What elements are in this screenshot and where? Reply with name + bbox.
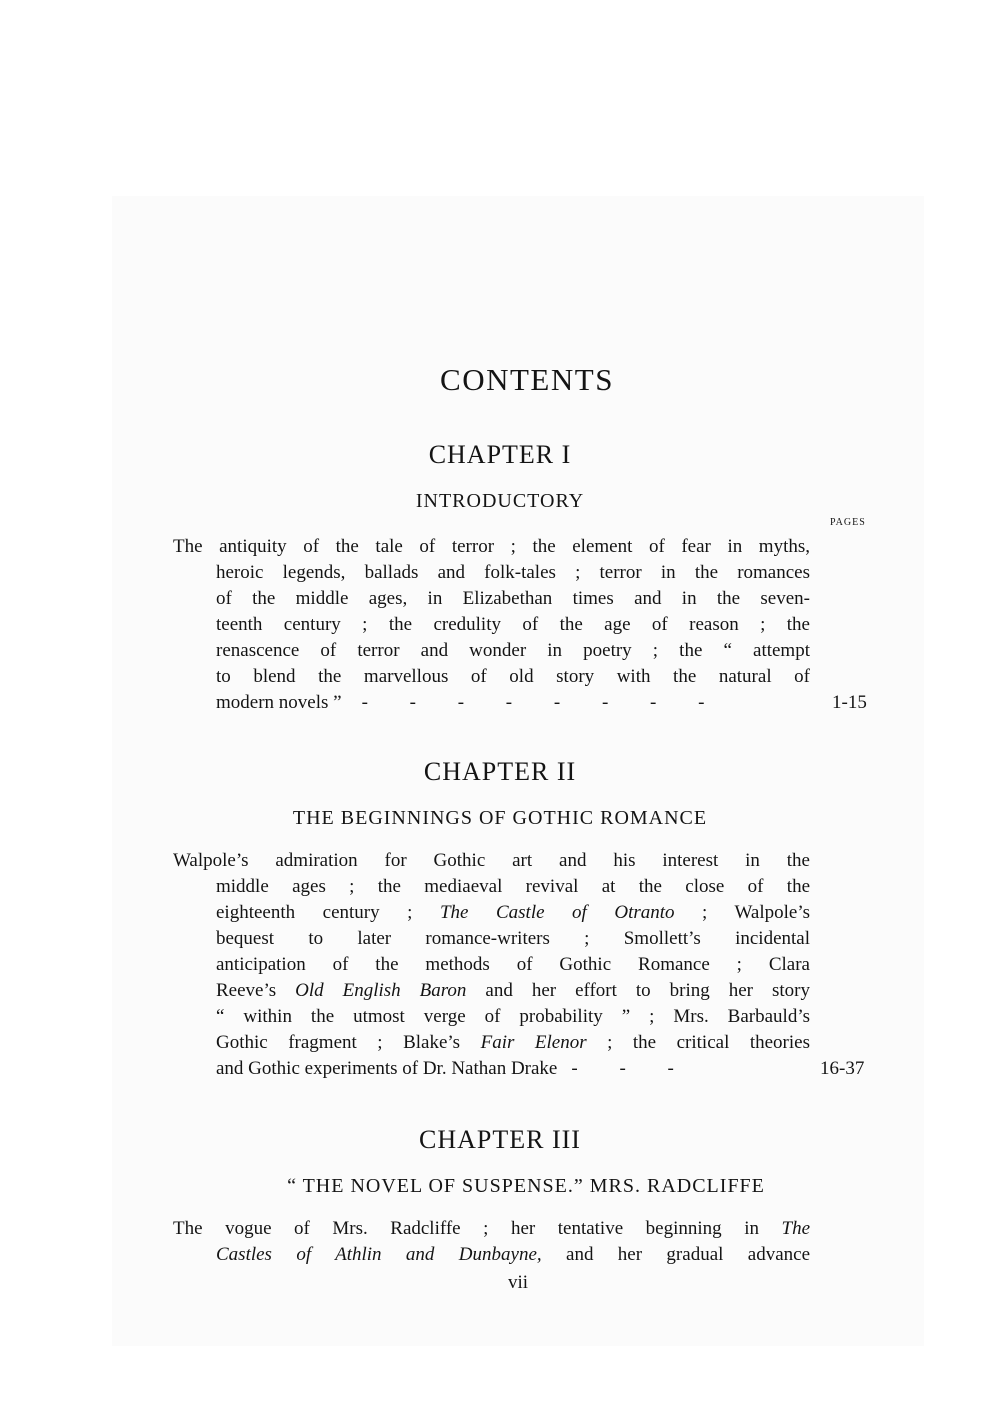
book-title-castle-of-otranto: The Castle of Otranto: [439, 902, 675, 923]
summary-line: renascence of terror and wonder in poetry ; the “ attempt: [216, 640, 810, 661]
summary-text: ; Walpole’s: [674, 902, 810, 923]
chapter-2-subtitle: THE BEGINNINGS OF GOTHIC ROMANCE: [292, 807, 708, 829]
summary-line: middle ages ; the mediaeval revival at the close of the: [216, 876, 810, 897]
summary-line-text: and Gothic experiments of Dr. Nathan Drake: [216, 1058, 558, 1079]
summary-line: of the middle ages, in Elizabethan times and in the seven-: [216, 588, 810, 609]
contents-title: CONTENTS: [440, 362, 614, 397]
summary-line: [173, 978, 810, 1004]
summary-line: [173, 900, 810, 926]
dot-leader: - - -: [571, 1058, 674, 1079]
summary-line: anticipation of the methods of Gothic Romance ; Clara: [216, 954, 810, 975]
book-title-fragment: The: [781, 1218, 810, 1239]
summary-line: “ within the utmost verge of probability ” ; Mrs. Barbauld’s: [216, 1006, 810, 1027]
chapter-2-summary: [173, 848, 810, 1082]
summary-line: [173, 1242, 810, 1268]
summary-text: Reeve’s: [216, 980, 296, 1001]
summary-text: and her gradual advance: [541, 1244, 810, 1265]
summary-line: [173, 1030, 810, 1056]
summary-line-text: modern novels ”: [216, 692, 342, 713]
summary-last-line: [173, 1056, 810, 1082]
summary-line: The antiquity of the tale of terror ; the element of fear in myths,: [173, 536, 810, 557]
summary-text: Gothic fragment ; Blake’s: [216, 1032, 481, 1053]
chapter-1-summary: [173, 534, 810, 716]
chapter-1-pages: 1-15: [832, 692, 867, 713]
pages-column-label: PAGES: [830, 517, 866, 528]
summary-line: Walpole’s admiration for Gothic art and his interest in the: [173, 850, 810, 871]
book-title-castles-of-athlin: Castles of Athlin and Dunbayne,: [216, 1244, 542, 1265]
book-title-old-english-baron: Old English Baron: [295, 980, 467, 1001]
chapter-1-heading: CHAPTER I: [428, 440, 572, 469]
book-title-fair-elenor: Fair Elenor: [480, 1032, 587, 1053]
summary-line: teenth century ; the credulity of the age of reason ; the: [216, 614, 810, 635]
chapter-2-heading: CHAPTER II: [423, 757, 577, 786]
chapter-3-heading: CHAPTER III: [419, 1125, 581, 1154]
summary-text: eighteenth century ;: [216, 902, 440, 923]
summary-text: The vogue of Mrs. Radcliffe ; her tentative beginning in: [173, 1218, 782, 1239]
chapter-3-subtitle: “ THE NOVEL OF SUSPENSE.” MRS. RADCLIFFE: [287, 1175, 765, 1197]
page-number: vii: [507, 1272, 529, 1293]
dot-leader: - - - - - - - -: [361, 692, 705, 713]
summary-line: heroic legends, ballads and folk-tales ; terror in the romances: [216, 562, 810, 583]
summary-text: and her effort to bring her story: [466, 980, 810, 1001]
chapter-2-pages: 16-37: [820, 1058, 865, 1079]
summary-line: to blend the marvellous of old story with the natural of: [216, 666, 810, 687]
chapter-1-subtitle: INTRODUCTORY: [415, 490, 585, 512]
summary-line: [173, 1216, 810, 1242]
summary-line: bequest to later romance-writers ; Smollett’s incidental: [216, 928, 810, 949]
summary-text: ; the critical theories: [586, 1032, 810, 1053]
chapter-3-summary: [173, 1216, 810, 1268]
summary-last-line: [173, 690, 810, 716]
